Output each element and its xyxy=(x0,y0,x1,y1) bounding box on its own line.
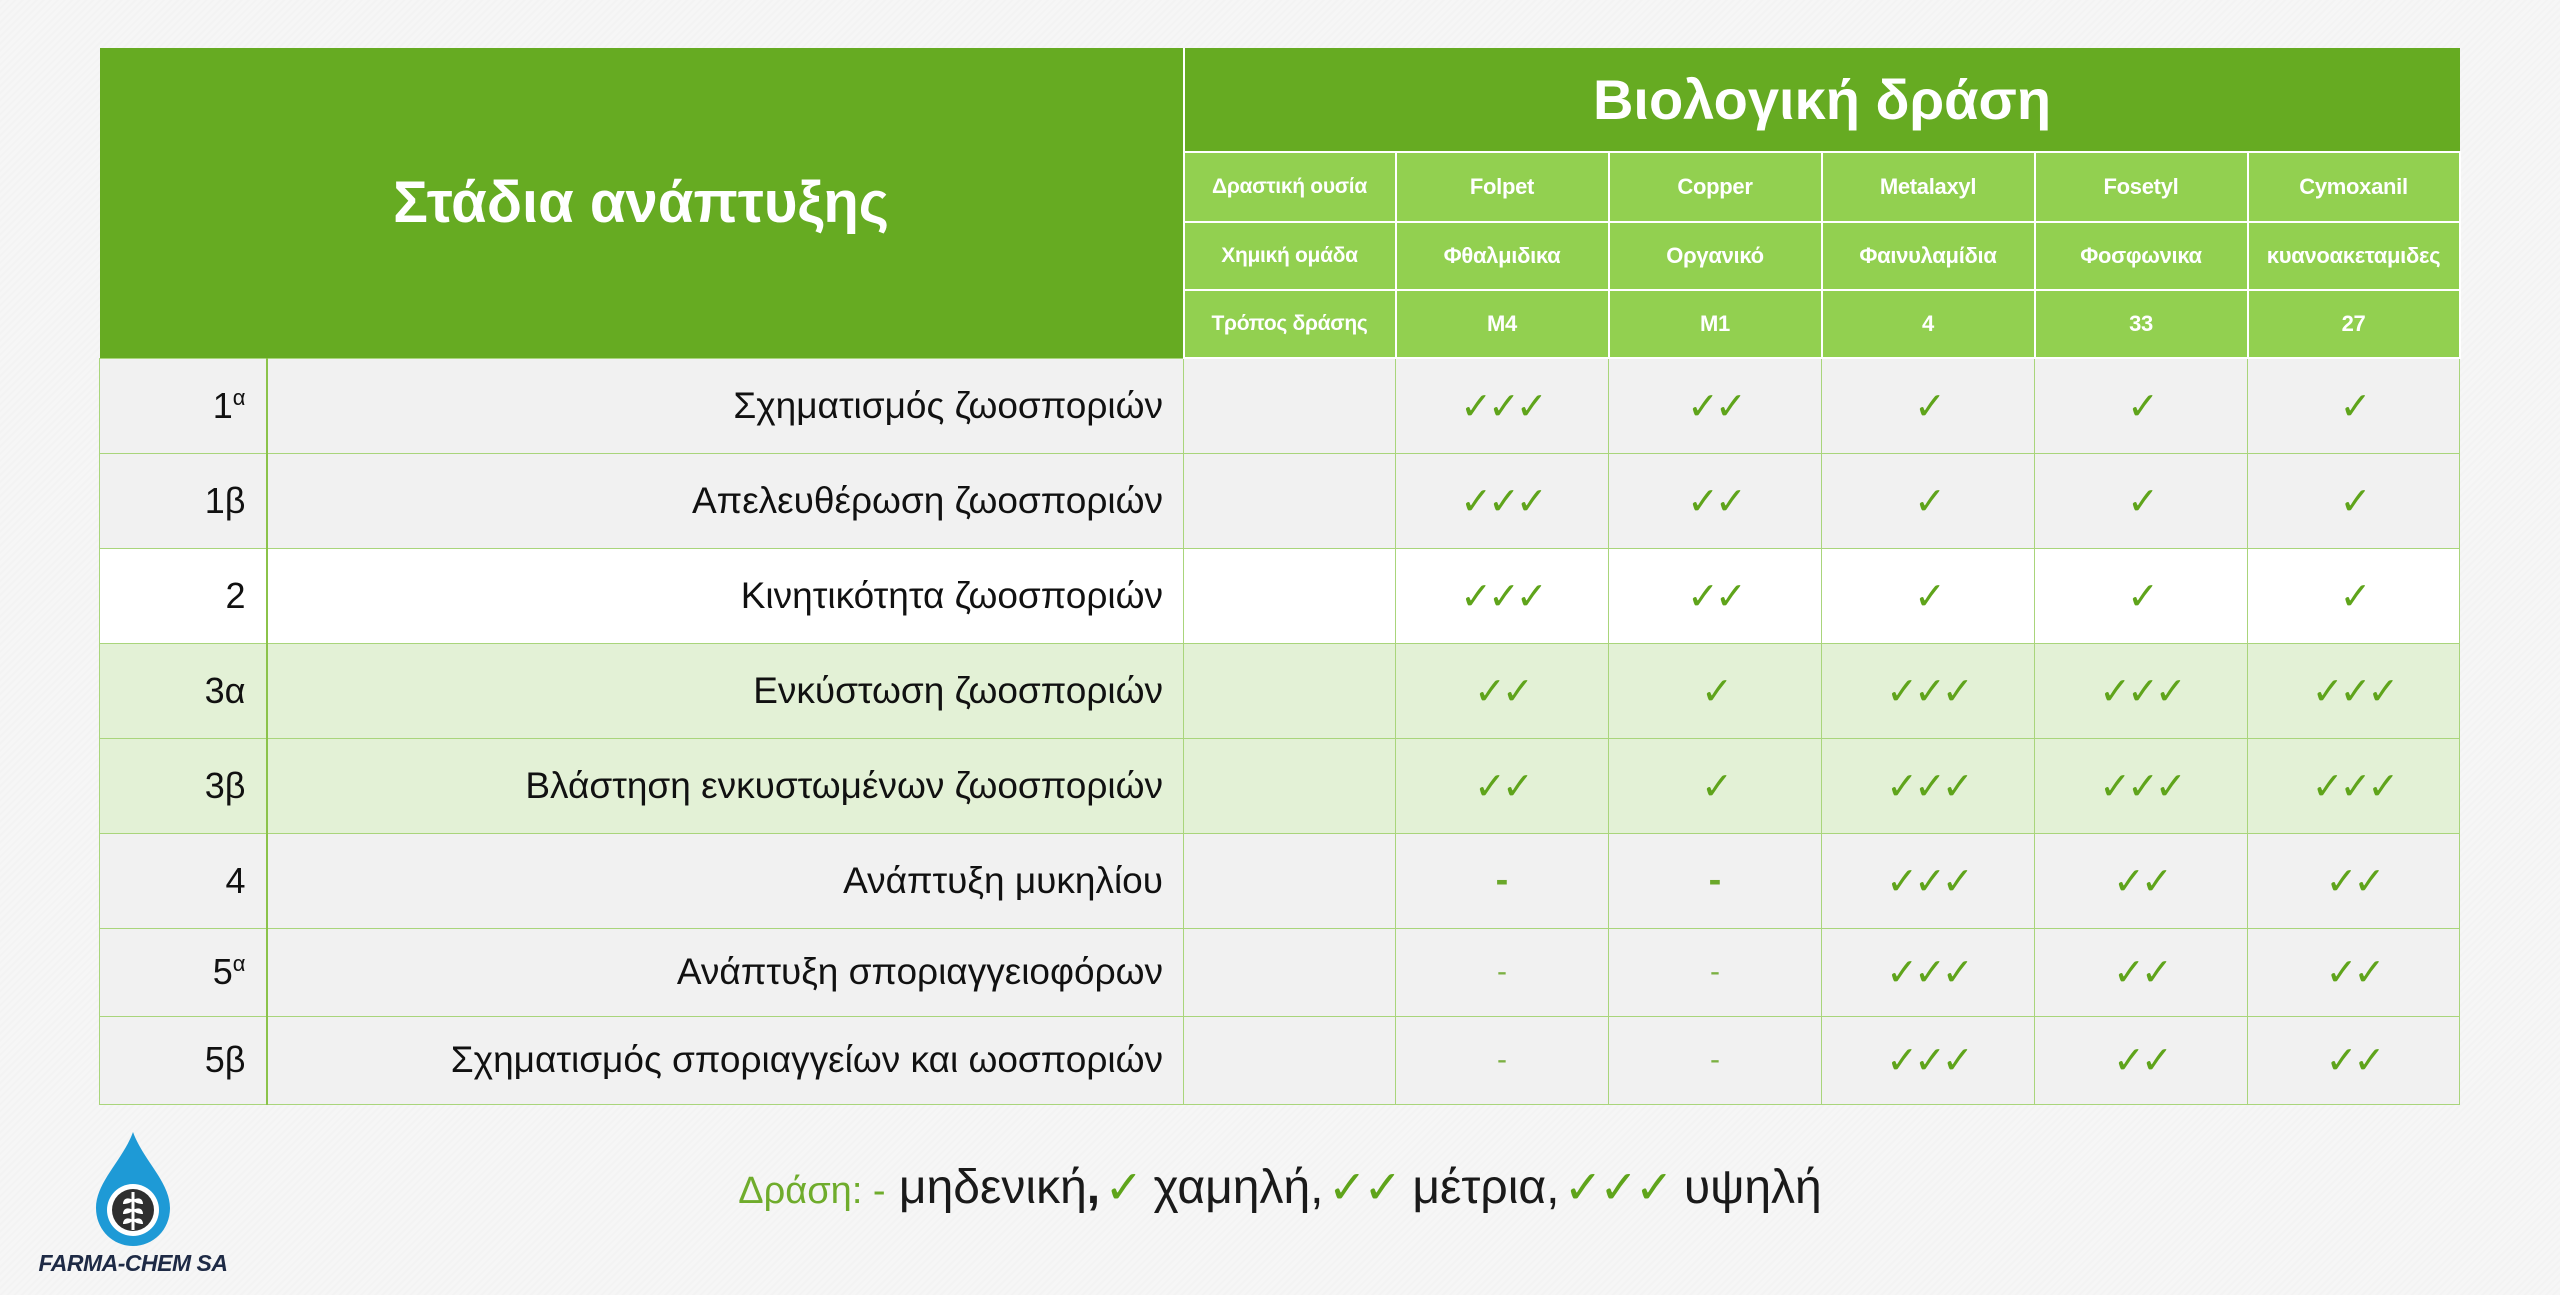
activity-cell: ✓ xyxy=(2248,358,2460,453)
activity-cell: ✓✓ xyxy=(2248,833,2460,928)
stage-number: 4 xyxy=(100,833,267,928)
activity-cell: - xyxy=(1609,833,1822,928)
chemical-group: Φθαλμιδικα xyxy=(1396,222,1609,290)
empty-cell xyxy=(1184,928,1396,1016)
activity-cell: ✓ xyxy=(1609,738,1822,833)
empty-cell xyxy=(1184,1016,1396,1104)
activity-cell: ✓ xyxy=(1609,643,1822,738)
activity-cell: - xyxy=(1609,1016,1822,1104)
substance-name: Copper xyxy=(1609,152,1822,222)
stage-name: Σχηματισμός ζωοσποριών xyxy=(267,358,1184,453)
activity-cell: ✓✓✓ xyxy=(1822,738,2035,833)
activity-cell: ✓✓ xyxy=(2035,833,2248,928)
row-label-mode-of-action: Τρόπος δράσης xyxy=(1184,290,1396,358)
stage-name: Σχηματισμός σποριαγγείων και ωοσποριών xyxy=(267,1016,1184,1104)
table-row xyxy=(100,833,2460,928)
chemical-group: Οργανικό xyxy=(1609,222,1822,290)
legend-mid-check-icon: ✓✓ xyxy=(1327,1160,1400,1214)
stage-number: 3β xyxy=(100,738,267,833)
legend-high-check-icon: ✓✓✓ xyxy=(1563,1160,1671,1214)
stage-number: $1^\alpha$ xyxy=(100,358,267,453)
stage-number: 2 xyxy=(100,548,267,643)
stage-name: Κινητικότητα ζωοσποριών xyxy=(267,548,1184,643)
activity-cell: ✓✓ xyxy=(1396,643,1609,738)
activity-cell: ✓✓✓ xyxy=(2248,643,2460,738)
legend-high: υψηλή xyxy=(1670,1161,1822,1214)
table-row xyxy=(100,1016,2460,1104)
water-drop-icon xyxy=(90,1130,176,1248)
biological-action-title: Βιολογική δράση xyxy=(1184,48,2460,152)
activity-cell: ✓ xyxy=(2248,453,2460,548)
activity-cell: ✓✓ xyxy=(1609,358,1822,453)
stage-name: Ανάπτυξη σποριαγγειοφόρων xyxy=(267,928,1184,1016)
table-row xyxy=(100,358,2460,453)
stage-number: 3α xyxy=(100,643,267,738)
activity-cell: - xyxy=(1396,833,1609,928)
legend-low: χαμηλή, xyxy=(1140,1161,1324,1214)
legend-mid: μέτρια, xyxy=(1399,1161,1560,1214)
substance-name: Fosetyl xyxy=(2035,152,2248,222)
activity-cell: ✓✓ xyxy=(1609,453,1822,548)
activity-cell: - xyxy=(1396,1016,1609,1104)
activity-cell: ✓✓ xyxy=(2035,928,2248,1016)
activity-cell: ✓✓✓ xyxy=(1822,643,2035,738)
substance-name: Folpet xyxy=(1396,152,1609,222)
activity-cell: ✓✓✓ xyxy=(2035,738,2248,833)
activity-cell: ✓✓✓ xyxy=(1396,358,1609,453)
activity-cell: ✓✓✓ xyxy=(2035,643,2248,738)
row-label-chemical-group: Χημική ομάδα xyxy=(1184,222,1396,290)
activity-cell: ✓✓ xyxy=(2248,928,2460,1016)
activity-cell: ✓✓ xyxy=(2248,1016,2460,1104)
table-row xyxy=(100,928,2460,1016)
substance-name: Cymoxanil xyxy=(2248,152,2460,222)
empty-cell xyxy=(1184,453,1396,548)
chemical-group: Φοσφωνικα xyxy=(2035,222,2248,290)
activity-cell: - xyxy=(1609,928,1822,1016)
stage-number: $5^\alpha$ xyxy=(100,928,267,1016)
farma-chem-logo xyxy=(28,1130,238,1280)
activity-cell: ✓✓ xyxy=(2035,1016,2248,1104)
stage-name: Απελευθέρωση ζωοσποριών xyxy=(267,453,1184,548)
activity-cell: ✓✓✓ xyxy=(1822,928,2035,1016)
substance-name: Metalaxyl xyxy=(1822,152,2035,222)
activity-cell: ✓✓ xyxy=(1396,738,1609,833)
chemical-group: κυανοακεταμιδες xyxy=(2248,222,2460,290)
mode-of-action: 27 xyxy=(2248,290,2460,358)
activity-cell: ✓ xyxy=(2035,358,2248,453)
activity-cell: ✓ xyxy=(1822,358,2035,453)
legend-none: μηδενική xyxy=(885,1161,1087,1214)
activity-cell: ✓✓✓ xyxy=(1822,1016,2035,1104)
table-row xyxy=(100,548,2460,643)
mode-of-action: 33 xyxy=(2035,290,2248,358)
activity-cell: ✓ xyxy=(1822,453,2035,548)
stage-name: Βλάστηση ενκυστωμένων ζωοσποριών xyxy=(267,738,1184,833)
activity-cell: ✓ xyxy=(2035,548,2248,643)
activity-cell: ✓✓✓ xyxy=(1396,453,1609,548)
table-row xyxy=(100,643,2460,738)
row-label-substance: Δραστική ουσία xyxy=(1184,152,1396,222)
activity-cell: - xyxy=(1396,928,1609,1016)
empty-cell xyxy=(1184,643,1396,738)
stages-title: Στάδια ανάπτυξης xyxy=(100,48,1184,358)
activity-cell: ✓✓✓ xyxy=(2248,738,2460,833)
activity-cell: ✓ xyxy=(2035,453,2248,548)
chemical-group: Φαινυλαμίδια xyxy=(1822,222,2035,290)
empty-cell xyxy=(1184,833,1396,928)
stage-number: 1β xyxy=(100,453,267,548)
mode-of-action: 4 xyxy=(1822,290,2035,358)
activity-cell: ✓✓✓ xyxy=(1396,548,1609,643)
activity-cell: ✓✓ xyxy=(1609,548,1822,643)
stage-number: 5β xyxy=(100,1016,267,1104)
legend-comma: , xyxy=(1086,1161,1101,1214)
empty-cell xyxy=(1184,548,1396,643)
brand-name: FARMA-CHEM SA xyxy=(38,1250,228,1276)
activity-cell: ✓ xyxy=(1822,548,2035,643)
empty-cell xyxy=(1184,738,1396,833)
empty-cell xyxy=(1184,358,1396,453)
activity-table xyxy=(99,48,2461,1105)
stage-name: Ενκύστωση ζωοσποριών xyxy=(267,643,1184,738)
table-row xyxy=(100,453,2460,548)
activity-cell: ✓ xyxy=(2248,548,2460,643)
mode-of-action: M1 xyxy=(1609,290,1822,358)
stage-name: Ανάπτυξη μυκηλίου xyxy=(267,833,1184,928)
table-row xyxy=(100,738,2460,833)
legend-lead: Δράση: - xyxy=(738,1170,886,1212)
legend-low-check-icon: ✓ xyxy=(1104,1160,1141,1214)
legend xyxy=(0,1160,2560,1215)
mode-of-action: M4 xyxy=(1396,290,1609,358)
activity-cell: ✓✓✓ xyxy=(1822,833,2035,928)
